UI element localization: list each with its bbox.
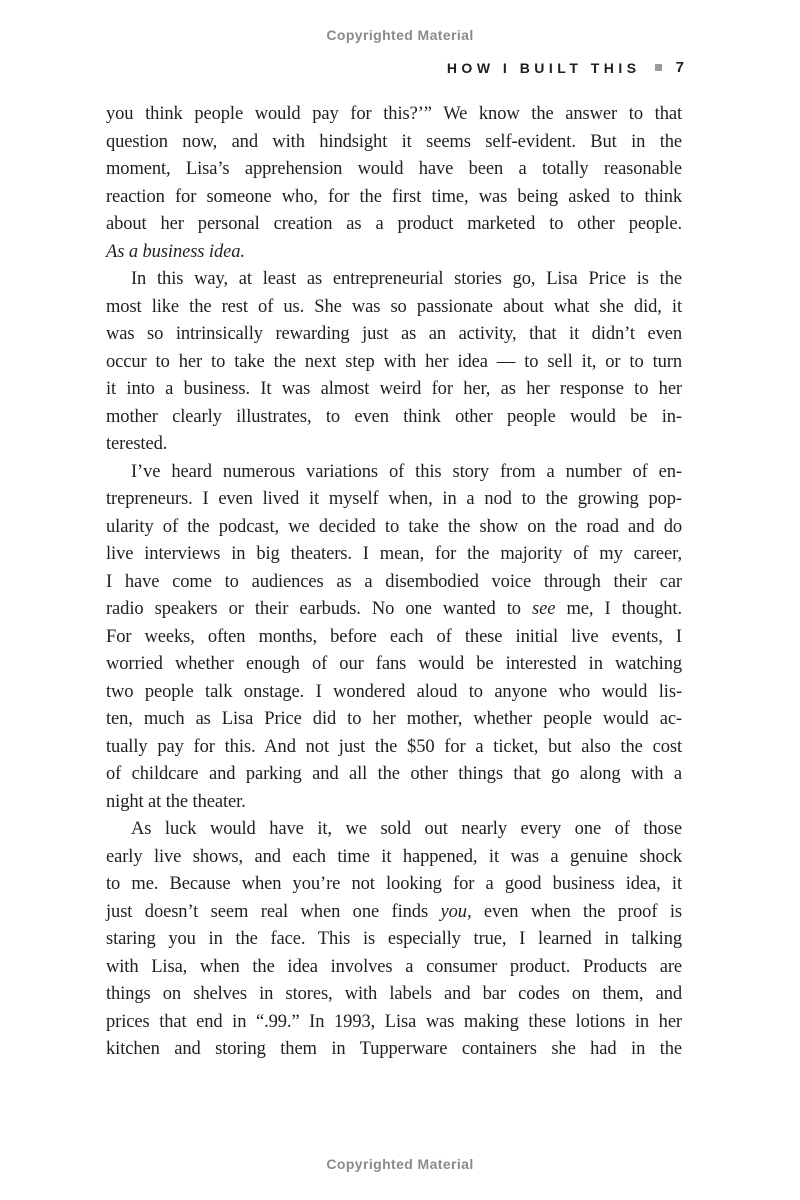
text-line: I’ve heard numerous variations of this story from a number of en- — [131, 461, 682, 482]
square-bullet-icon — [655, 64, 662, 71]
copyright-notice-bottom: Copyrighted Material — [326, 1156, 474, 1172]
page-body — [106, 101, 682, 1064]
text-line: about her personal creation as a product marketed to other people. — [106, 214, 682, 234]
text-line: terested. — [106, 434, 168, 454]
text-line: radio speakers or their earbuds. No one wanted to see me, I thought. — [106, 599, 682, 619]
text-line: night at the theater. — [106, 791, 246, 812]
text-line: mother clearly illustrates, to even think other people would be in- — [106, 406, 682, 427]
text-line: worried whether enough of our fans would be interested in watching — [106, 654, 682, 674]
page-number: 7 — [675, 59, 685, 76]
book-title-label: HOW I BUILT THIS — [446, 59, 641, 76]
text-line: In this way, at least as entrepreneurial stories go, Lisa Price is the — [131, 269, 682, 289]
paragraph — [106, 266, 682, 459]
text-line: ularity of the podcast, we decided to take the show on the road and do — [106, 516, 682, 537]
text-line: trepreneurs. I even lived it myself when, in a nod to the growing pop- — [106, 489, 682, 509]
copyright-notice-top: Copyrighted Material — [326, 27, 474, 43]
text-line: I have come to audiences as a disembodied voice through their car — [106, 571, 682, 592]
text-line: with Lisa, when the idea involves a consumer product. Products are — [106, 956, 682, 977]
text-line: just doesn’t seem real when one finds you, even when the proof is — [106, 901, 682, 922]
text-line: ten, much as Lisa Price did to her mother, whether people would ac- — [106, 709, 682, 729]
text-line: staring you in the face. This is especially true, I learned in talking — [106, 929, 682, 949]
text-line: question now, and with hindsight it seems self-evident. But in the — [106, 131, 682, 152]
text-line: prices that end in “.99.” In 1993, Lisa was making these lotions in her — [106, 1011, 682, 1032]
text-line: reaction for someone who, for the first time, was being asked to think — [106, 186, 682, 207]
paragraph — [106, 101, 682, 266]
text-line: it into a business. It was almost weird for her, as her response to her — [106, 379, 682, 399]
text-line: was so intrinsically rewarding just as an activity, that it didn’t even — [106, 324, 682, 344]
text-line: occur to her to take the next step with her idea — to sell it, or to turn — [106, 351, 682, 372]
text-line: of childcare and parking and all the other things that go along with a — [106, 764, 682, 784]
text-line: you think people would pay for this?’” We know the answer to that — [106, 104, 682, 124]
text-line: kitchen and storing them in Tupperware containers she had in the — [106, 1039, 682, 1059]
text-line: For weeks, often months, before each of these initial live events, I — [106, 626, 682, 647]
text-line: tually pay for this. And not just the $50 for a ticket, but also the cost — [106, 736, 682, 757]
text-line: moment, Lisa’s apprehension would have been a totally reasonable — [106, 159, 682, 179]
text-line: As luck would have it, we sold out nearly every one of those — [131, 819, 682, 839]
paragraph — [106, 459, 682, 817]
text-line: live interviews in big theaters. I mean, for the majority of my career, — [106, 544, 682, 564]
text-line: early live shows, and each time it happened, it was a genuine shock — [106, 846, 682, 867]
text-line: As a business idea. — [106, 241, 245, 262]
running-header — [447, 59, 685, 76]
text-line: most like the rest of us. She was so passionate about what she did, it — [106, 296, 682, 317]
paragraph — [106, 816, 682, 1064]
text-line: to me. Because when you’re not looking for a good business idea, it — [106, 874, 682, 894]
text-line: two people talk onstage. I wondered aloud to anyone who would lis- — [106, 681, 682, 702]
text-line: things on shelves in stores, with labels and bar codes on them, and — [106, 984, 682, 1004]
